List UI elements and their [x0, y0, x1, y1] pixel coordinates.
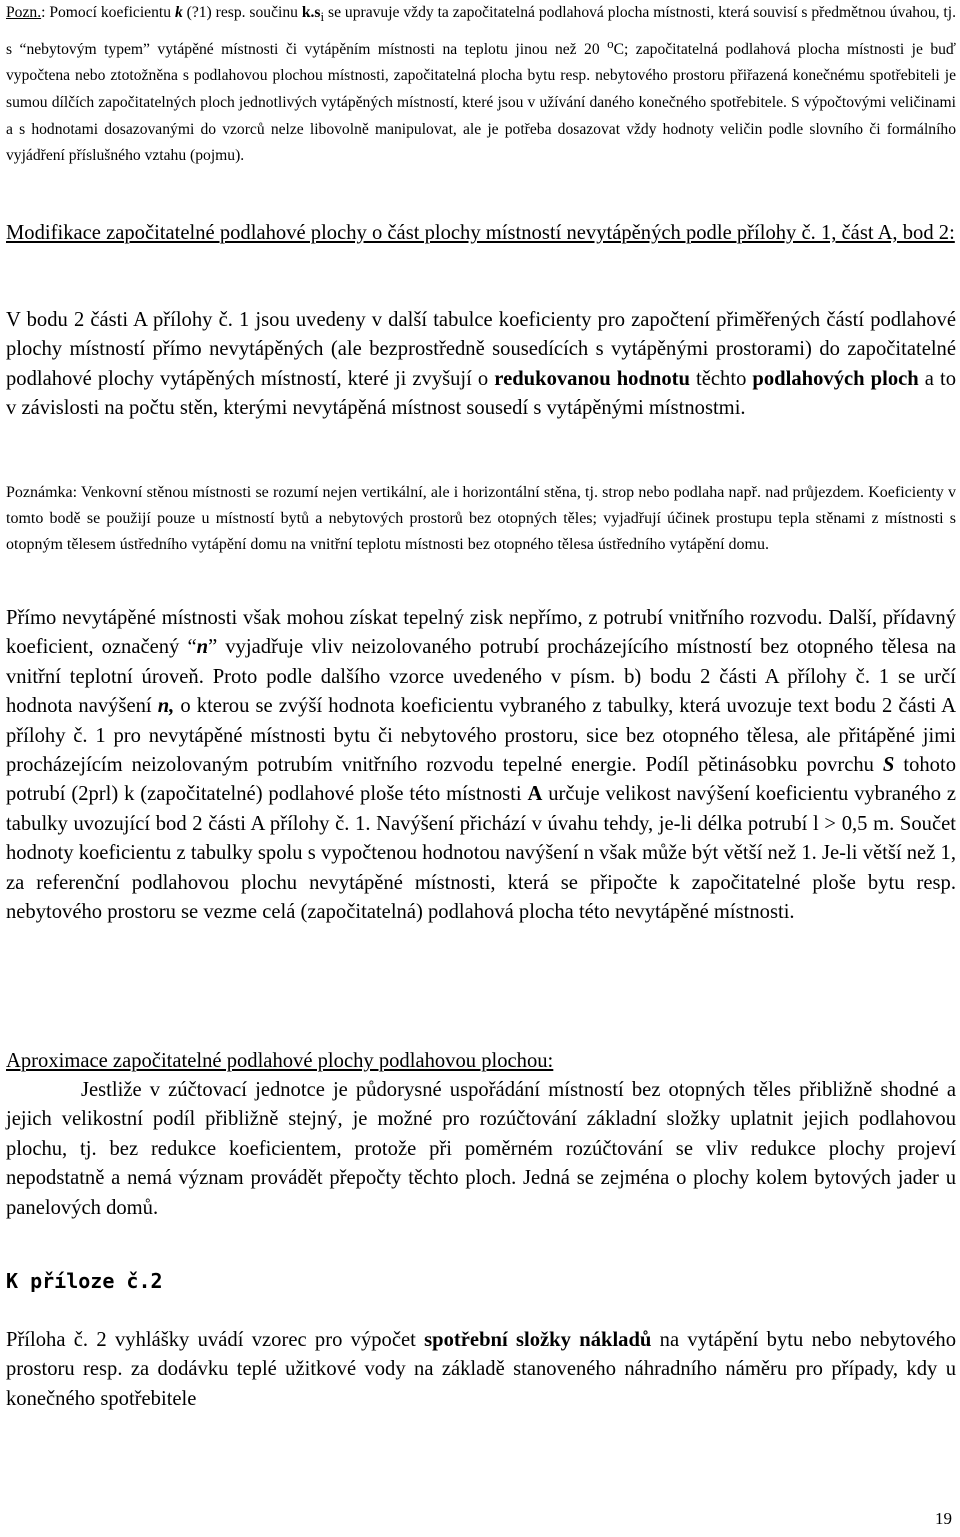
- coefficient-n: n: [196, 636, 209, 659]
- paragraph-bod-2: V bodu 2 části A přílohy č. 1 jsou uvedeny v další tabulce koeficienty pro započtení přiměřených částí podlahové plochy místností přímo nevytápěných (ale bezprostředně sousedících s vytápěnými prostorami) do započitatelné podlahové plochy vytápěných místností, které ji zvyšují o redukovanou hodnotu těchto podlahových ploch a to v závislosti na počtu stěn, kterými nevytápěná místnost sousedí s vytápěnými místnostmi.: [6, 309, 956, 420]
- section-heading-modifikace: Modifikace započitatelné podlahové plochy o část plochy místností nevytápěných podle přílohy č. 1, část A, bod 2:: [6, 222, 955, 244]
- paragraph-primo-nevytapene: Přímo nevytápěné místnosti však mohou získat tepelný zisk nepřímo, z potrubí vnitřního rozvodu. Další, přídavný koeficient, označený “n” vyjadřuje vliv neizolovaného potrubí procházejícího místností bez otopného tělesa na vnitřní teplotní úroveň. Proto podle dalšího vzorce uvedeného v písm. b) bodu 2 části A přílohy č. 1 se určí hodnota navýšení n, o kterou se zvýší hodnota koeficientu vybraného z tabulky, která uvozuje text bodu 2 části A přílohy č. 1 pro nevytápěné místnosti bytu či nebytového prostoru, sice bez otopného tělesa, ale přitápěné jimi procházejícím neizolovaným potrubím vnitřního rozvodu tepelné energie. Podíl pětinásobku povrchu S tohoto potrubí (2prl) k (započitatelné) podlahové ploše této místnosti A určuje velikost navýšení koeficientu vybraného z tabulky uvozující bod 2 části A přílohy č. 1. Navýšení přichází v úvahu tehdy, je-li délka potrubí l > 0,5 m. Součet hodnoty koeficientu z tabulky spolu s vypočtenou hodnotou navýšení n však může být větší než 1. Je-li větší než 1, za referenční podlahovou plochu nevytápěné místnosti, která se připočte k započitatelné ploše bytu resp. nebytového prostoru se vezme celá (započitatelná) podlahová plocha této nevytápěné místnosti.: [6, 607, 957, 924]
- paragraph-note-pozn: Pozn.: Pomocí koeficientu k (?1) resp. součinu $k.s_i$ se upravuje vždy ta započitatelná podlahová plocha místnosti, která souvisí s předmětnou úvahou, tj. s “nebytovým typem” vytápěné místnosti či vytápěním místnosti na teplotu jinou než 20 $^o$C; započitatelná podlahová plocha místnosti je buď vypočtena nebo ztotožněna s podlahovou plochou místnosti, započitatelná plocha bytu resp. nebytového prostoru přiřazená konečnému spotřebiteli je sumou dílčích započitatelných ploch jednotlivých vytápěných místností, které jsou v užívání daného konečného spotřebitele. S výpočtovými veličinami a s hodnotami dosazovanými do vzorců nelze libovolně manipulovat, ale je potřeba dosazovat vždy hodnoty veličin podle slovního či formálního vyjádření příslušného vztahu (pojmu).: [6, 4, 956, 165]
- product-ks: k.s: [301, 4, 321, 21]
- paragraph-poznamka: Poznámka: Venkovní stěnou místnosti se rozumí nejen vertikální, ale i horizontální stěna, tj. strop nebo podlaha např. nad průjezdem. Koeficienty v tomto bodě se použijí pouze u místností bytů a nebytových prostorů bez otopných těles; vyjadřují účinek prostupu tepla stěnami z místnosti s otopným tělesem ústředního vytápění domu na vnitřní teplotu místnosti bez otopného tělesa ústředního vytápění domu.: [6, 484, 956, 553]
- section-heading-priloha-2: K příloze č.2: [6, 1269, 163, 1293]
- paragraph-aproximace: Jestliže v zúčtovací jednotce je půdorysné uspořádání místností bez otopných těles přibližně shodné a jejich velikostní podíl přibližně stejný, je možné pro rozúčtování základní složky uplatnit jejich podlahovou plochu, tj. bez redukce koeficientem, protože při poměrném rozúčtování se vliv redukce plochy projeví nepodstatně a nemá význam provádět přepočty těchto ploch. Jedná se zejména o plochy kolem bytových jader u panelových domů.: [6, 1079, 956, 1219]
- area-A: A: [527, 783, 543, 806]
- pozn-label: Pozn.: [6, 4, 42, 21]
- page-number: 19: [935, 1509, 952, 1528]
- section-heading-aproximace: Aproximace započitatelné podlahové plochy podlahovou plochou:: [6, 1050, 554, 1072]
- surface-S: S: [882, 754, 895, 777]
- coefficient-k: k: [174, 4, 183, 21]
- paragraph-priloha-2: Příloha č. 2 vyhlášky uvádí vzorec pro výpočet spotřební složky nákladů na vytápění bytu nebo nebytového prostoru resp. za dodávku teplé užitkové vody na základě stanoveného náhradního náměru pro případy, kdy u konečného spotřebitele: [6, 1329, 956, 1410]
